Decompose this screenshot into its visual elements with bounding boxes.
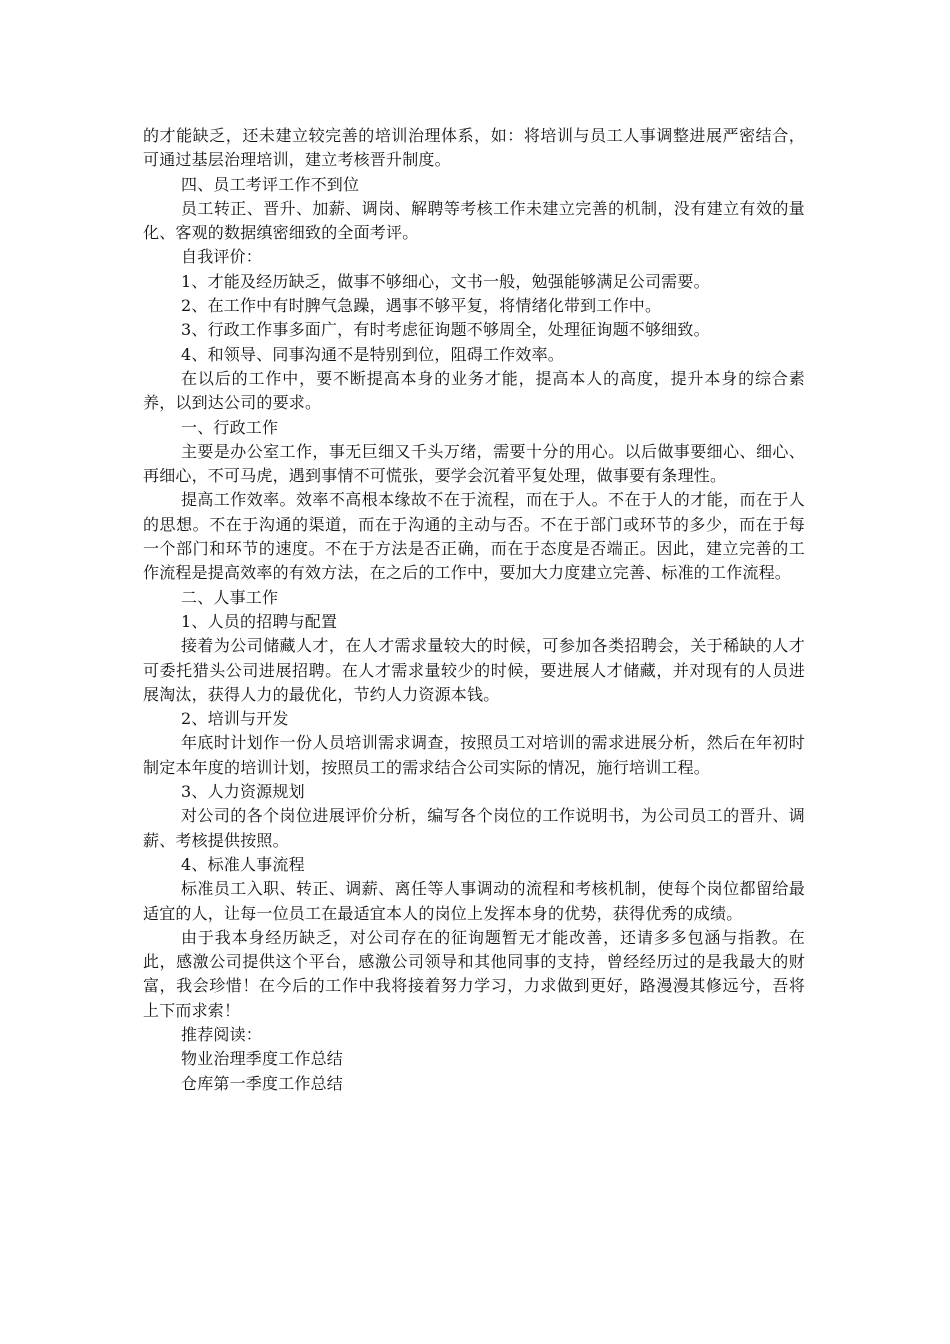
list-item-1: 1、才能及经历缺乏，做事不够细心，文书一般，勉强能够满足公司需要。 [181, 271, 710, 291]
heading-self-evaluation: 自我评价： [181, 247, 263, 267]
heading-hr-work: 二、人事工作 [181, 587, 279, 607]
heading-evaluation-issue: 四、员工考评工作不到位 [181, 174, 360, 194]
paragraph-efficiency: 提高工作效率。效率不高根本缘故不在于流程，而在于人。不在于人的才能，而在于人的思想。不在于沟通的渠道，而在于沟通的主动与否。不在于部门或环节的多少，而在于每一个部门和环节的速度。不在于方法是否正确，而在于态度是否端正。因此，建立完善的工作流程是提高效率的有效方法，在之后的工作中，要加大力度建立完善、标准的工作流程。 [143, 490, 805, 583]
paragraph-hr-process: 标准员工入职、转正、调薪、离任等人事调动的流程和考核机制，使每个岗位都留给最适宜的人，让每一位员工在最适宜本人的岗位上发挥本身的优势，获得优秀的成绩。 [143, 879, 805, 923]
list-item-4: 4、和领导、同事沟通不是特别到位，阻碍工作效率。 [181, 344, 564, 364]
paragraph-recruitment: 接着为公司储藏人才，在人才需求量较大的时候，可参加各类招聘会，关于稀缺的人才可委托猎头公司进展招聘。在人才需求量较少的时候，要进展人才储藏，并对现有的人员进展淘汰，获得人力的最优化，节约人力资源本钱。 [143, 636, 805, 704]
paragraph-admin-detail: 主要是办公室工作，事无巨细又千头万绪，需要十分的用心。以后做事要细心、细心、再细心，不可马虎，遇到事情不可慌张，要学会沉着平复处理，做事要有条理性。 [143, 441, 805, 486]
paragraph-closing: 由于我本身经历缺乏，对公司存在的征询题暂无才能改善，还请多多包涵与指教。在此，感激公司提供这个平台，感激公司领导和其他同事的支持，曾经经历过的是我最大的财富，我会珍惜！在今后的工作中我将接着努力学习，力求做到更好，路漫漫其修远兮，吾将上下而求索！ [143, 927, 805, 1020]
recommended-reading-label: 推荐阅读： [181, 1024, 263, 1044]
paragraph-training: 年底时计划作一份人员培训需求调查，按照员工对培训的需求进展分析，然后在年初时制定本年度的培训计划，按照员工的需求结合公司实际的情况，施行培训工程。 [143, 733, 805, 777]
heading-admin-work: 一、行政工作 [181, 417, 279, 437]
paragraph-future-goal: 在以后的工作中，要不断提高本身的业务才能，提高本人的高度，提升本身的综合素养，以到达公司的要求。 [143, 368, 805, 413]
paragraph-hr-planning: 对公司的各个岗位进展评价分析，编写各个岗位的工作说明书，为公司员工的晋升、调薪、考核提供按照。 [143, 806, 805, 850]
paragraph-continuation: 的才能缺乏，还未建立较完善的培训治理体系，如：将培训与员工人事调整进展严密结合，可通过基层治理培训，建立考核晋升制度。 [143, 126, 805, 170]
subheading-training: 2、培训与开发 [181, 709, 289, 729]
list-item-3: 3、行政工作事多面广，有时考虑征询题不够周全，处理征询题不够细致。 [181, 320, 710, 340]
subheading-recruitment: 1、人员的招聘与配置 [181, 611, 338, 631]
list-item-2: 2、在工作中有时脾气急躁，遇事不够平复，将情绪化带到工作中。 [181, 296, 662, 316]
subheading-hr-planning: 3、人力资源规划 [181, 782, 305, 802]
subheading-hr-process: 4、标准人事流程 [181, 854, 305, 874]
document-body [143, 124, 805, 1096]
recommended-link-2[interactable]: 仓库第一季度工作总结 [181, 1073, 344, 1093]
recommended-link-1[interactable]: 物业治理季度工作总结 [181, 1049, 344, 1069]
paragraph-evaluation-detail: 员工转正、晋升、加薪、调岗、解聘等考核工作未建立完善的机制，没有建立有效的量化、客观的数据缜密细致的全面考评。 [143, 198, 805, 243]
